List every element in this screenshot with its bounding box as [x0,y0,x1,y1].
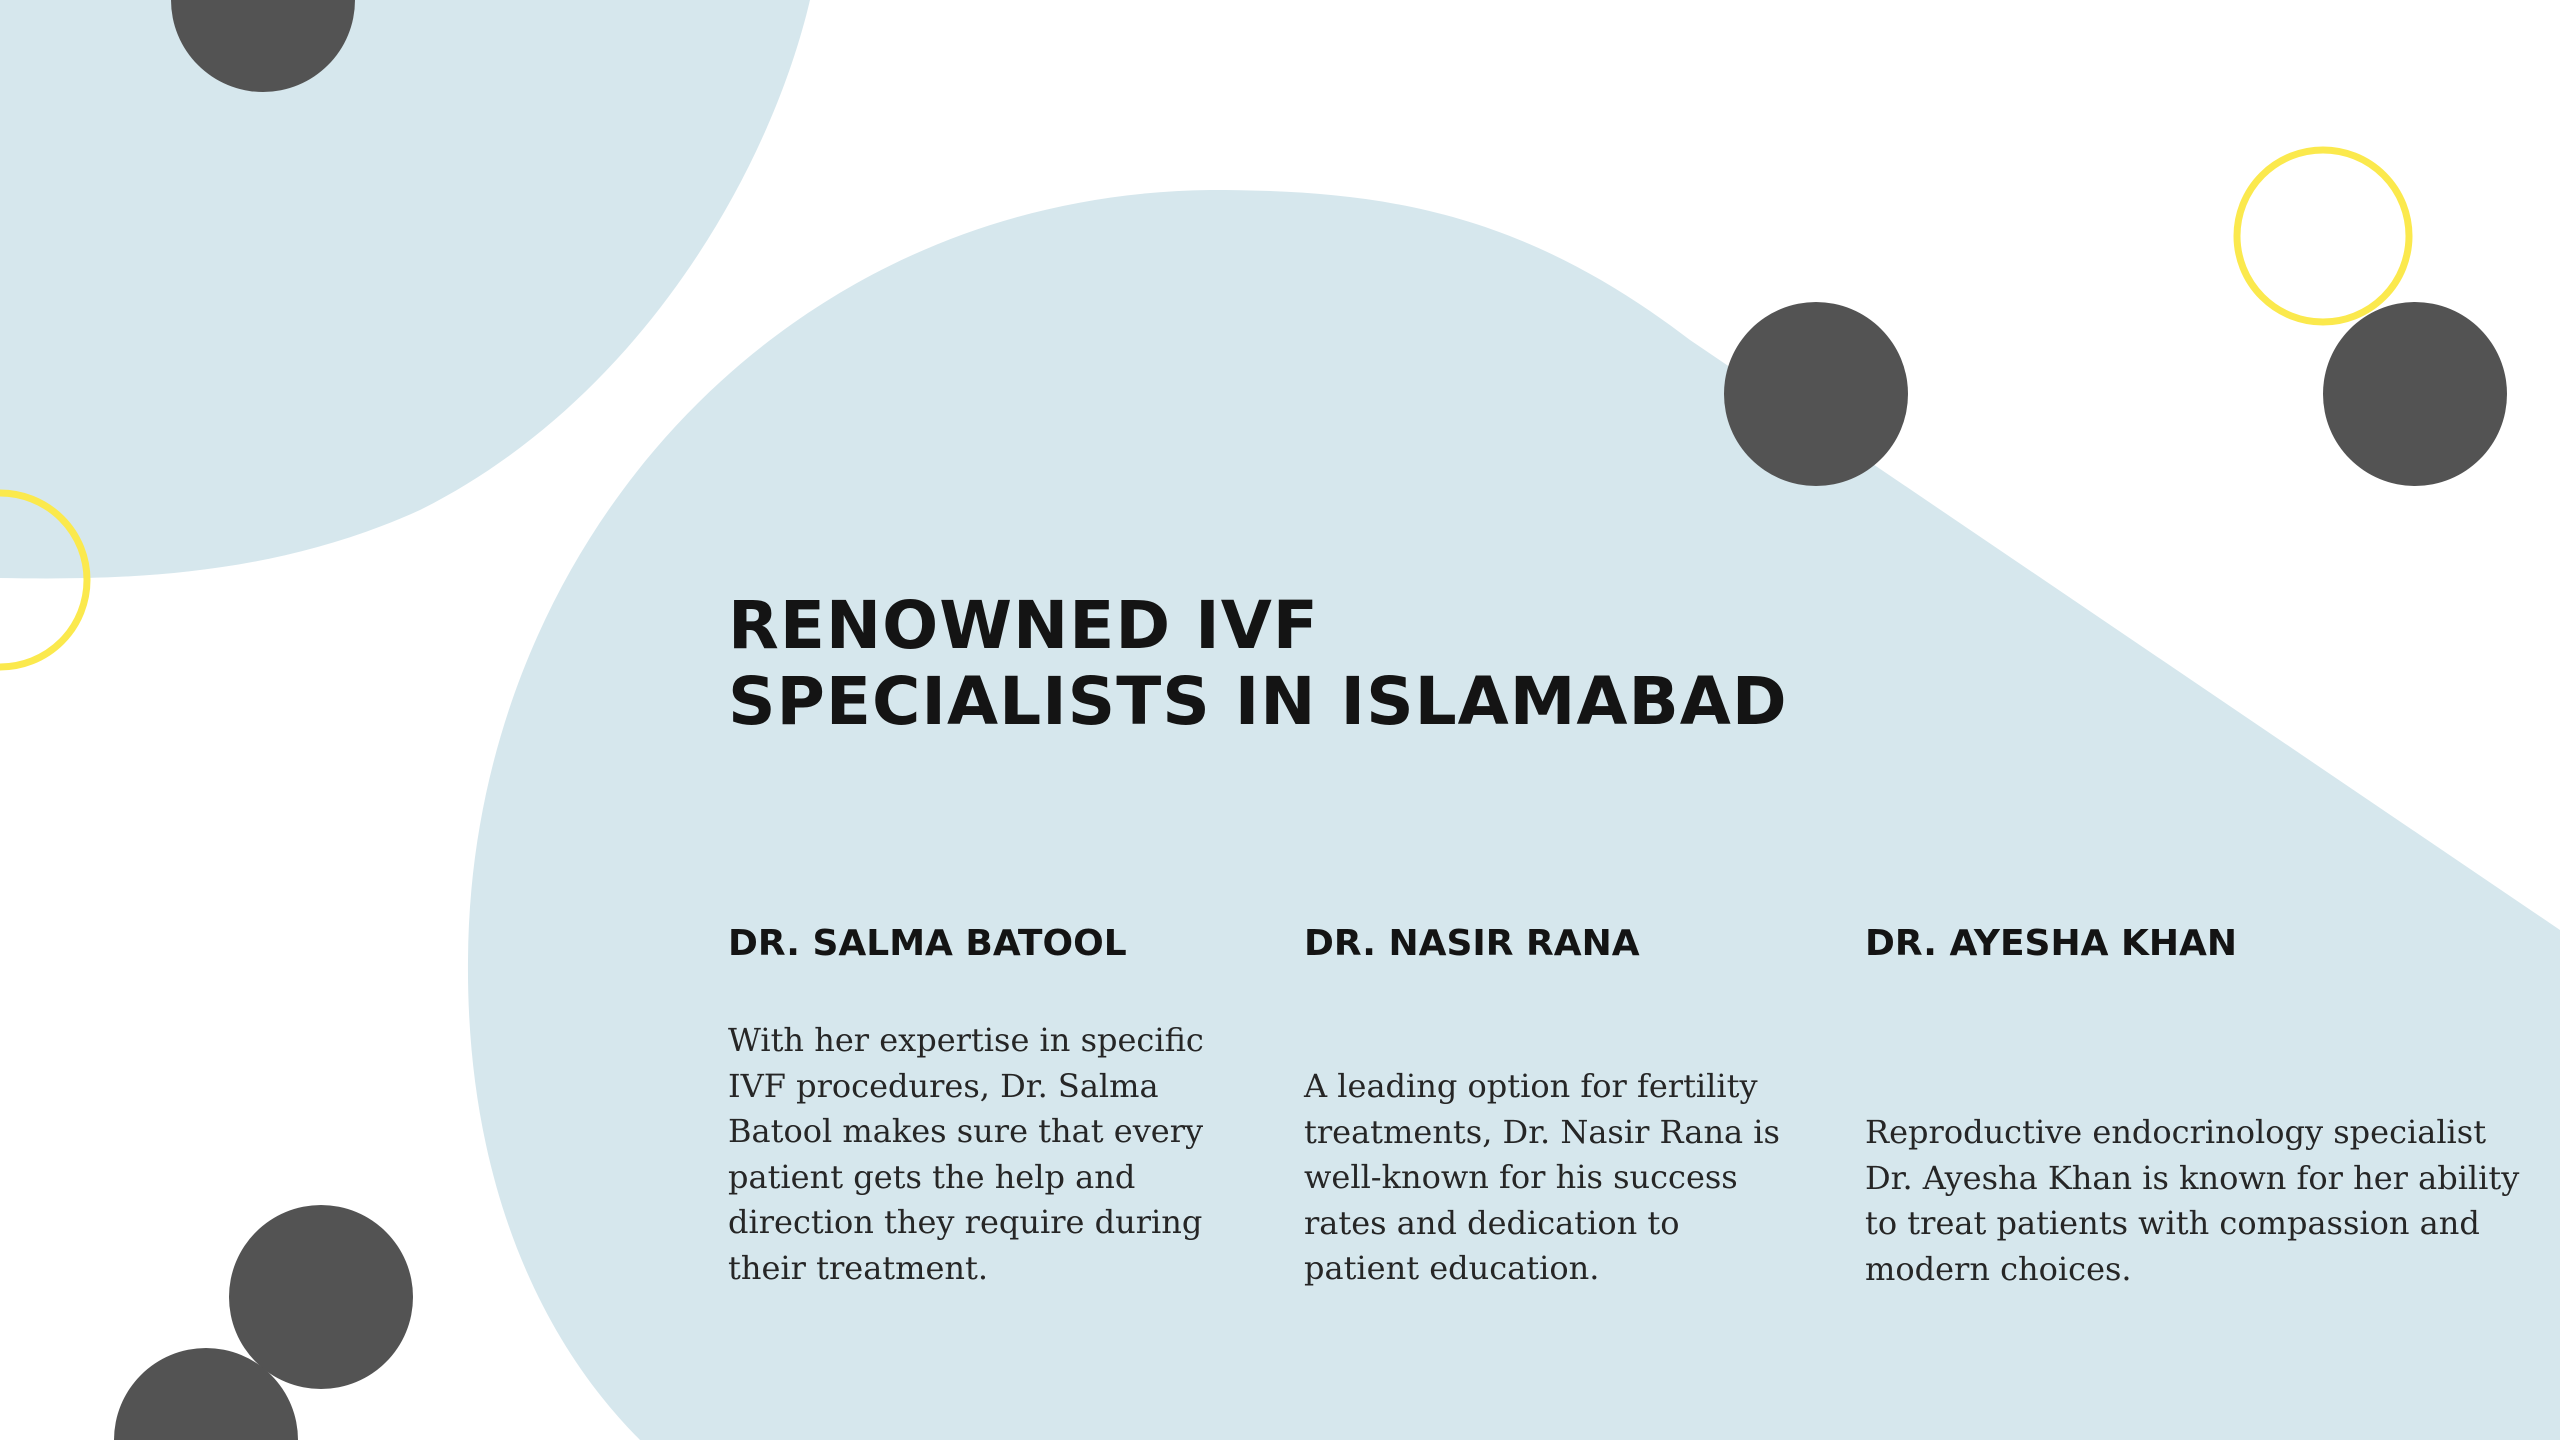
specialist-name: DR. SALMA BATOOL [728,923,1127,964]
specialist-card-nasir-rana [1304,0,1804,1440]
specialist-description: A leading option for fertility treatments, Dr. Nasir Rana is well-known for his success rates and dedication to patient education. [1304,1067,1780,1287]
specialist-name: DR. AYESHA KHAN [1865,923,2238,964]
specialist-description: Reproductive endocrinology specialist Dr. Ayesha Khan is known for her ability to treat patients with compassion and modern choices. [1865,1113,2520,1288]
dark-circle-bottom-left [229,1205,413,1389]
specialist-card-salma-batool [728,0,1228,1440]
specialist-card-ayesha-khan [1865,0,2545,1440]
title-line-1: RENOWNED IVF [728,587,1319,664]
specialist-description: With her expertise in specific IVF procedures, Dr. Salma Batool makes sure that every patient gets the help and direction they require during their treatment. [728,1021,1204,1287]
title-line-2: SPECIALISTS IN ISLAMABAD [728,663,1788,740]
specialist-name: DR. NASIR RANA [1304,923,1640,964]
